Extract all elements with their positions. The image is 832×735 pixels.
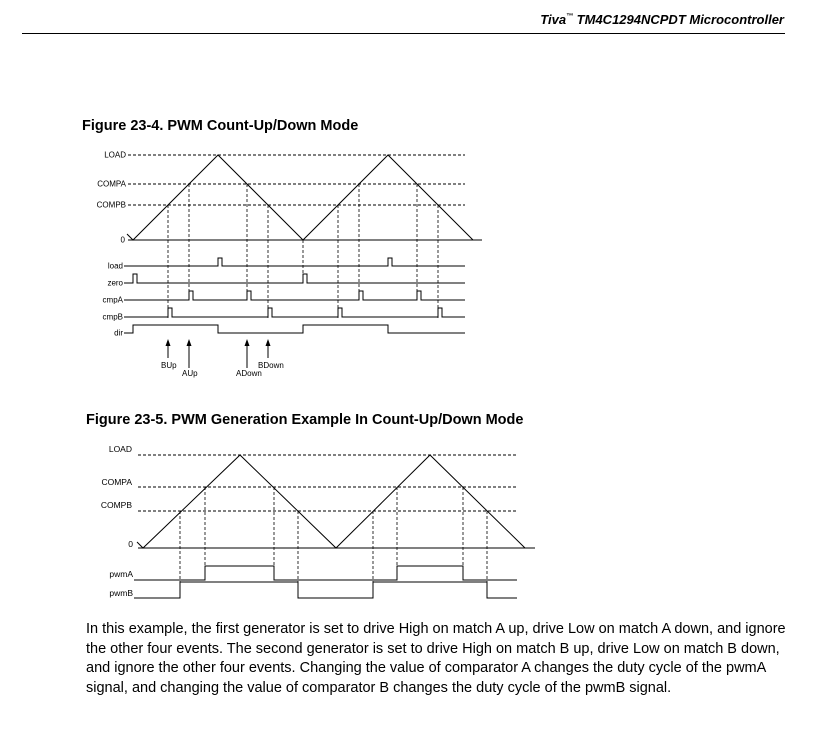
pwma-signal-label: pwmA (109, 569, 133, 579)
bdown-label: BDown (258, 361, 284, 370)
body-paragraph: In this example, the first generator is set to drive High on match A up, drive Low on match A down, and ignore the other four events. The second generator is set to drive High on match B up, drive Low on match B down, and ignore the other four events. Changing the value of comparator A changes the duty cycle of the pwmA signal, and changing the value of comparator B changes the duty cycle of the pwmB signal. (86, 621, 786, 696)
load-signal-label: load (107, 261, 123, 271)
zero-level-label: 0 (120, 235, 125, 245)
counter-waveform (137, 455, 525, 548)
header-title (540, 12, 784, 27)
dir-signal (128, 325, 465, 333)
cmpb-signal (128, 308, 465, 317)
dir-signal-label: dir (114, 328, 123, 338)
page-header (0, 0, 832, 40)
compb-level-label: COMPB (100, 500, 132, 510)
load-level-label: LOAD (108, 444, 132, 454)
cmpb-signal-label: cmpB (102, 312, 123, 322)
load-signal (135, 258, 465, 266)
pwmb-signal-label: pwmB (109, 588, 133, 598)
pwma-signal (138, 566, 517, 580)
compa-level-label: COMPA (97, 179, 126, 189)
load-level-label: LOAD (104, 150, 126, 160)
header-device: TM4C1294NCPDT Microcontroller (573, 12, 784, 27)
adown-label: ADown (236, 369, 262, 378)
compb-level-label: COMPB (96, 200, 126, 210)
header-rule (22, 33, 785, 34)
zero-signal (128, 274, 465, 283)
zero-level-label: 0 (128, 539, 133, 549)
aup-label: AUp (182, 369, 198, 378)
figure-23-4-caption: Figure 23-4. PWM Count-Up/Down Mode (82, 118, 359, 134)
zero-signal-label: zero (107, 278, 123, 288)
cmpa-signal (128, 291, 465, 300)
header-brand: Tiva (540, 12, 567, 27)
figure-23-5-caption: Figure 23-5. PWM Generation Example In Count-Up/Down Mode (86, 412, 524, 428)
cmpa-signal-label: cmpA (102, 295, 123, 305)
bup-label: BUp (161, 361, 177, 370)
pwmb-signal (138, 582, 517, 598)
figure-23-4-diagram (0, 140, 832, 380)
trademark-symbol: ™ (566, 13, 574, 20)
counter-waveform (127, 155, 473, 240)
figure-23-5-diagram (0, 436, 832, 606)
compa-level-label: COMPA (101, 477, 132, 487)
